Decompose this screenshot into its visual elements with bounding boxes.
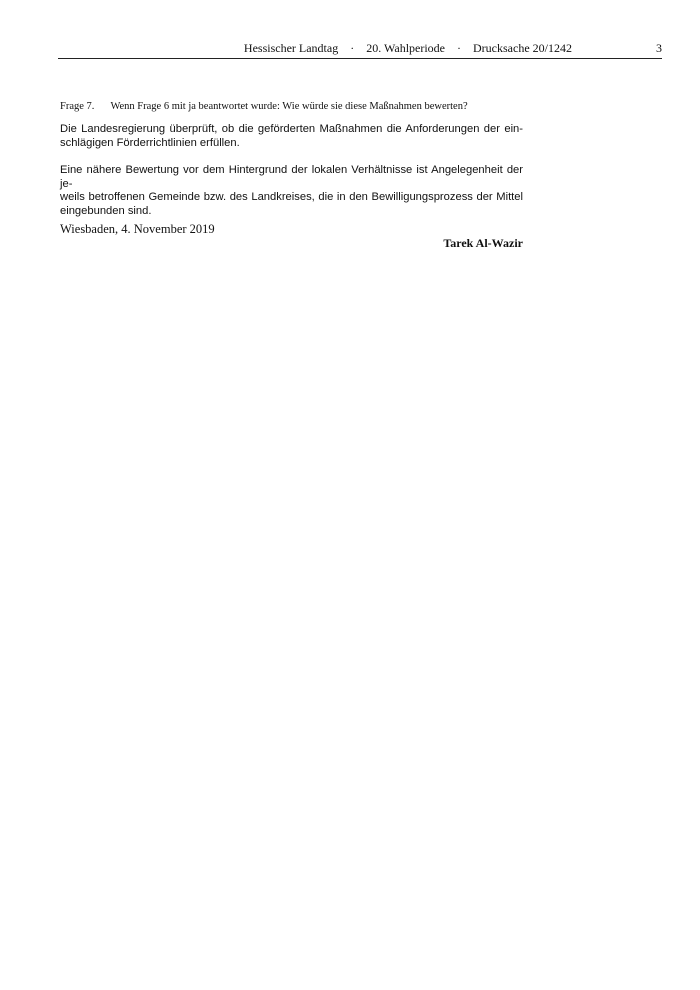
answer-paragraph <box>60 123 523 150</box>
answer-line: Die Landesregierung überprüft, ob die geförderten Maßnahmen die Anforderungen der ein- <box>60 123 523 135</box>
header-document-number: Drucksache 20/1242 <box>473 41 572 55</box>
question-text: Wenn Frage 6 mit ja beantwortet wurde: Wie würde sie diese Maßnahmen bewerten? <box>110 101 468 112</box>
page-header <box>58 40 662 59</box>
answer-paragraph <box>60 164 523 218</box>
header-separator: · <box>457 41 462 55</box>
signatory-name: Tarek Al-Wazir <box>443 236 523 250</box>
answer-line: Eine nähere Bewertung vor dem Hintergrund der lokalen Verhältnisse ist Angelegenheit der je- <box>60 164 523 190</box>
answer-line: schlägigen Förderrichtlinien erfüllen. <box>60 136 240 149</box>
header-title <box>58 41 572 56</box>
header-period: 20. Wahlperiode <box>366 41 446 55</box>
header-parliament: Hessischer Landtag <box>243 41 339 55</box>
page-number: 3 <box>656 41 662 55</box>
place-date: Wiesbaden, 4. November 2019 <box>60 222 215 236</box>
question-label: Frage 7. <box>60 101 95 112</box>
answer-line: eingebunden sind. <box>60 204 152 217</box>
answer-line: weils betroffenen Gemeinde bzw. des Landkreises, die in den Bewilligungsprozess der Mittel <box>60 191 523 203</box>
header-separator: · <box>350 41 355 55</box>
question <box>60 101 530 112</box>
